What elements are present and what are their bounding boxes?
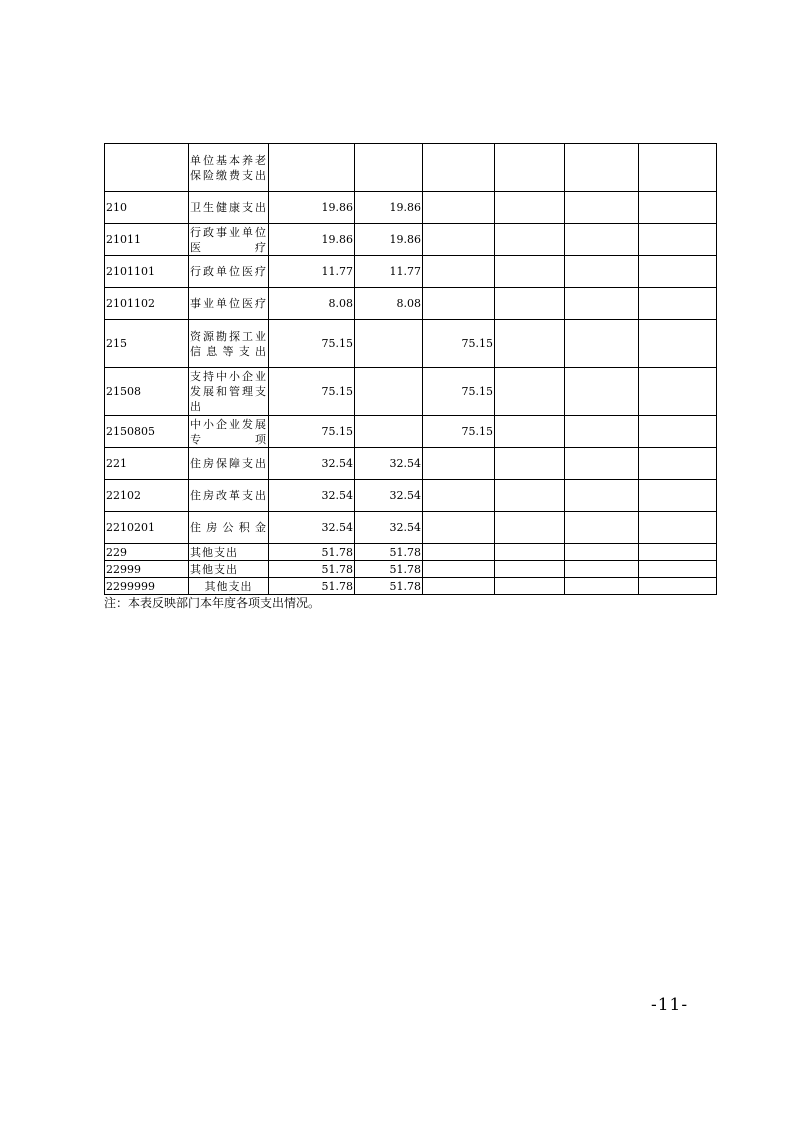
table-cell xyxy=(639,512,717,544)
table-cell xyxy=(639,256,717,288)
table-cell xyxy=(495,288,565,320)
subject-name: 支持中小企业发展和管理支出 xyxy=(189,368,269,416)
total-amount: 75.15 xyxy=(269,320,355,368)
basic-expenditure xyxy=(355,320,423,368)
table-cell xyxy=(495,224,565,256)
table-cell xyxy=(639,144,717,192)
total-amount: 19.86 xyxy=(269,224,355,256)
total-amount: 51.78 xyxy=(269,578,355,595)
subject-code: 2101101 xyxy=(105,256,189,288)
total-amount: 51.78 xyxy=(269,544,355,561)
basic-expenditure: 51.78 xyxy=(355,544,423,561)
total-amount: 19.86 xyxy=(269,192,355,224)
table-cell xyxy=(495,561,565,578)
project-expenditure xyxy=(423,256,495,288)
subject-code: 215 xyxy=(105,320,189,368)
subject-code xyxy=(105,144,189,192)
subject-code: 2299999 xyxy=(105,578,189,595)
table-cell xyxy=(495,578,565,595)
table-cell xyxy=(639,544,717,561)
subject-code: 2101102 xyxy=(105,288,189,320)
table-cell xyxy=(639,561,717,578)
basic-expenditure: 51.78 xyxy=(355,561,423,578)
table-cell xyxy=(639,288,717,320)
table-cell xyxy=(495,512,565,544)
subject-code: 210 xyxy=(105,192,189,224)
subject-code: 22102 xyxy=(105,480,189,512)
table-cell xyxy=(639,448,717,480)
expenditure-table xyxy=(104,143,717,595)
basic-expenditure: 51.78 xyxy=(355,578,423,595)
table-cell xyxy=(565,448,639,480)
table-cell xyxy=(495,320,565,368)
subject-name: 其他支出 xyxy=(189,578,269,595)
project-expenditure xyxy=(423,144,495,192)
page-number: -11- xyxy=(651,995,689,1015)
project-expenditure xyxy=(423,480,495,512)
table-cell xyxy=(639,578,717,595)
total-amount: 32.54 xyxy=(269,448,355,480)
table-row xyxy=(105,224,717,256)
subject-code: 21011 xyxy=(105,224,189,256)
project-expenditure xyxy=(423,561,495,578)
subject-name: 住房保障支出 xyxy=(189,448,269,480)
table-cell xyxy=(495,480,565,512)
table-cell xyxy=(639,192,717,224)
subject-code: 2210201 xyxy=(105,512,189,544)
total-amount xyxy=(269,144,355,192)
project-expenditure xyxy=(423,448,495,480)
project-expenditure xyxy=(423,578,495,595)
table-cell xyxy=(565,512,639,544)
total-amount: 75.15 xyxy=(269,416,355,448)
total-amount: 8.08 xyxy=(269,288,355,320)
basic-expenditure: 32.54 xyxy=(355,512,423,544)
total-amount: 75.15 xyxy=(269,368,355,416)
table-row xyxy=(105,192,717,224)
table-cell xyxy=(565,192,639,224)
table-cell xyxy=(565,544,639,561)
total-amount: 51.78 xyxy=(269,561,355,578)
subject-name: 行政单位医疗 xyxy=(189,256,269,288)
subject-name: 卫生健康支出 xyxy=(189,192,269,224)
basic-expenditure: 32.54 xyxy=(355,480,423,512)
subject-name: 住房改革支出 xyxy=(189,480,269,512)
subject-code: 2150805 xyxy=(105,416,189,448)
basic-expenditure xyxy=(355,368,423,416)
project-expenditure xyxy=(423,288,495,320)
project-expenditure xyxy=(423,544,495,561)
basic-expenditure xyxy=(355,144,423,192)
basic-expenditure: 32.54 xyxy=(355,448,423,480)
table-cell xyxy=(495,144,565,192)
basic-expenditure: 8.08 xyxy=(355,288,423,320)
subject-name: 其他支出 xyxy=(189,544,269,561)
table-row xyxy=(105,144,717,192)
subject-name: 单位基本养老保险缴费支出 xyxy=(189,144,269,192)
subject-name: 行政事业单位医疗 xyxy=(190,225,267,254)
table-row xyxy=(105,480,717,512)
table-row xyxy=(105,448,717,480)
basic-expenditure xyxy=(355,416,423,448)
project-expenditure: 75.15 xyxy=(423,416,495,448)
table-row xyxy=(105,256,717,288)
table-cell xyxy=(639,320,717,368)
subject-name: 资源勘探工业信息等支出 xyxy=(189,320,269,368)
table-cell xyxy=(639,480,717,512)
table-cell xyxy=(565,256,639,288)
basic-expenditure: 19.86 xyxy=(355,192,423,224)
table-cell xyxy=(565,480,639,512)
table-cell xyxy=(495,256,565,288)
total-amount: 11.77 xyxy=(269,256,355,288)
table-note: 注：本表反映部门本年度各项支出情况。 xyxy=(104,596,321,610)
table-row xyxy=(105,561,717,578)
table-cell xyxy=(565,288,639,320)
subject-name: 事业单位医疗 xyxy=(189,288,269,320)
table-row xyxy=(105,544,717,561)
project-expenditure xyxy=(423,224,495,256)
subject-name: 其他支出 xyxy=(189,561,269,578)
table-row xyxy=(105,512,717,544)
table-cell xyxy=(495,544,565,561)
project-expenditure: 75.15 xyxy=(423,320,495,368)
table-cell xyxy=(565,224,639,256)
table-cell xyxy=(565,578,639,595)
total-amount: 32.54 xyxy=(269,512,355,544)
basic-expenditure: 11.77 xyxy=(355,256,423,288)
table-cell xyxy=(495,368,565,416)
table-cell xyxy=(639,224,717,256)
subject-code: 221 xyxy=(105,448,189,480)
table-row xyxy=(105,320,717,368)
table-cell xyxy=(495,448,565,480)
table-cell xyxy=(565,416,639,448)
project-expenditure: 75.15 xyxy=(423,368,495,416)
subject-code: 229 xyxy=(105,544,189,561)
subject-code: 21508 xyxy=(105,368,189,416)
table-cell xyxy=(495,192,565,224)
table-row xyxy=(105,368,717,416)
table-cell xyxy=(639,368,717,416)
table-cell xyxy=(639,416,717,448)
subject-code: 22999 xyxy=(105,561,189,578)
table-row xyxy=(105,578,717,595)
table-row xyxy=(105,288,717,320)
table-cell xyxy=(565,144,639,192)
project-expenditure xyxy=(423,192,495,224)
table-cell xyxy=(565,320,639,368)
subject-name: 住房公积金 xyxy=(189,512,269,544)
table-cell xyxy=(495,416,565,448)
basic-expenditure: 19.86 xyxy=(355,224,423,256)
table-cell xyxy=(565,368,639,416)
table-row xyxy=(105,416,717,448)
total-amount: 32.54 xyxy=(269,480,355,512)
project-expenditure xyxy=(423,512,495,544)
table-cell xyxy=(565,561,639,578)
subject-name: 中小企业发展专项 xyxy=(190,417,267,446)
